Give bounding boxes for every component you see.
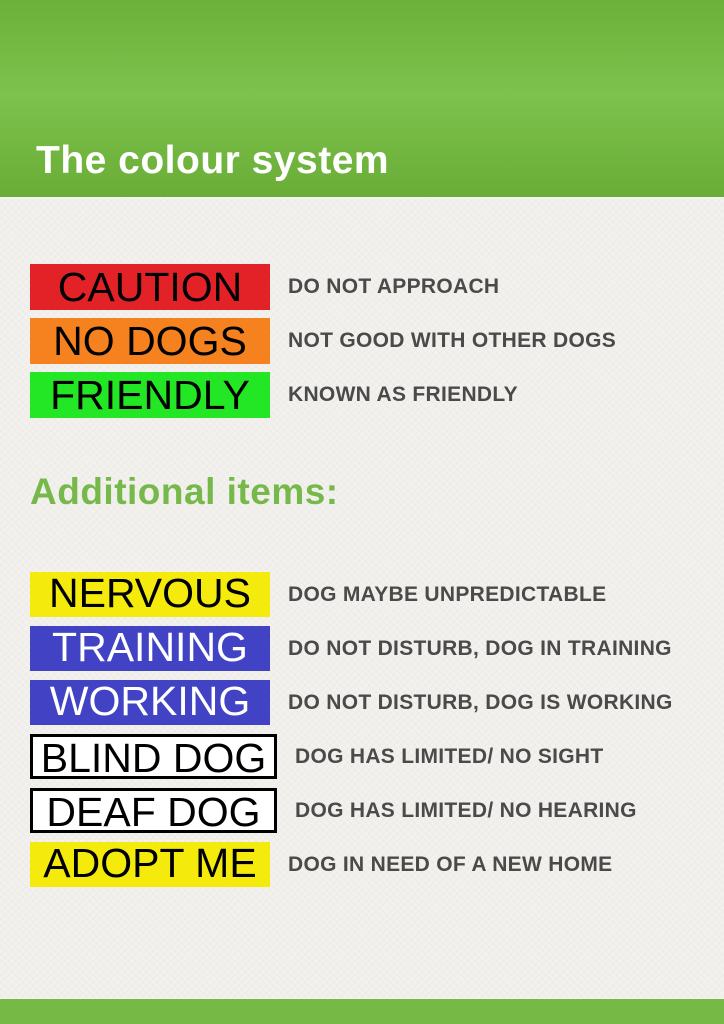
colour-row-friendly: [30, 372, 724, 418]
colour-row-deaf-dog: [30, 788, 724, 833]
no-dogs-tag: NO DOGS: [30, 318, 270, 364]
nervous-description: DOG MAYBE UNPREDICTABLE: [288, 582, 607, 606]
blind-dog-description: DOG HAS LIMITED/ NO SIGHT: [295, 744, 604, 768]
nervous-tag: NERVOUS: [30, 572, 270, 617]
colour-row-nervous: [30, 572, 724, 617]
additional-items-heading: Additional items:: [30, 471, 339, 512]
friendly-description: KNOWN AS FRIENDLY: [288, 383, 518, 406]
no-dogs-description: NOT GOOD WITH OTHER DOGS: [288, 329, 617, 352]
colour-row-caution: [30, 264, 724, 310]
blind-dog-tag: BLIND DOG: [30, 734, 277, 779]
training-description: DO NOT DISTURB, DOG IN TRAINING: [288, 636, 672, 660]
footer-bar: [0, 999, 724, 1024]
colour-row-working: [30, 680, 724, 725]
caution-tag: CAUTION: [30, 264, 270, 310]
content-area: [0, 197, 724, 887]
colour-row-blind-dog: [30, 734, 724, 779]
colour-row-no-dogs: [30, 318, 724, 364]
colour-system-list: [30, 264, 724, 418]
colour-row-adopt-me: [30, 842, 724, 887]
deaf-dog-description: DOG HAS LIMITED/ NO HEARING: [295, 798, 637, 822]
working-tag: WORKING: [30, 680, 270, 725]
deaf-dog-tag: DEAF DOG: [30, 788, 277, 833]
working-description: DO NOT DISTURB, DOG IS WORKING: [288, 690, 673, 714]
friendly-tag: FRIENDLY: [30, 372, 270, 418]
additional-items-list: [30, 572, 724, 887]
header-banner: [0, 0, 724, 197]
training-tag: TRAINING: [30, 626, 270, 671]
colour-row-training: [30, 626, 724, 671]
caution-description: DO NOT APPROACH: [288, 275, 500, 298]
adopt-me-description: DOG IN NEED OF A NEW HOME: [288, 852, 613, 876]
adopt-me-tag: ADOPT ME: [30, 842, 270, 887]
page-title: The colour system: [36, 139, 390, 182]
